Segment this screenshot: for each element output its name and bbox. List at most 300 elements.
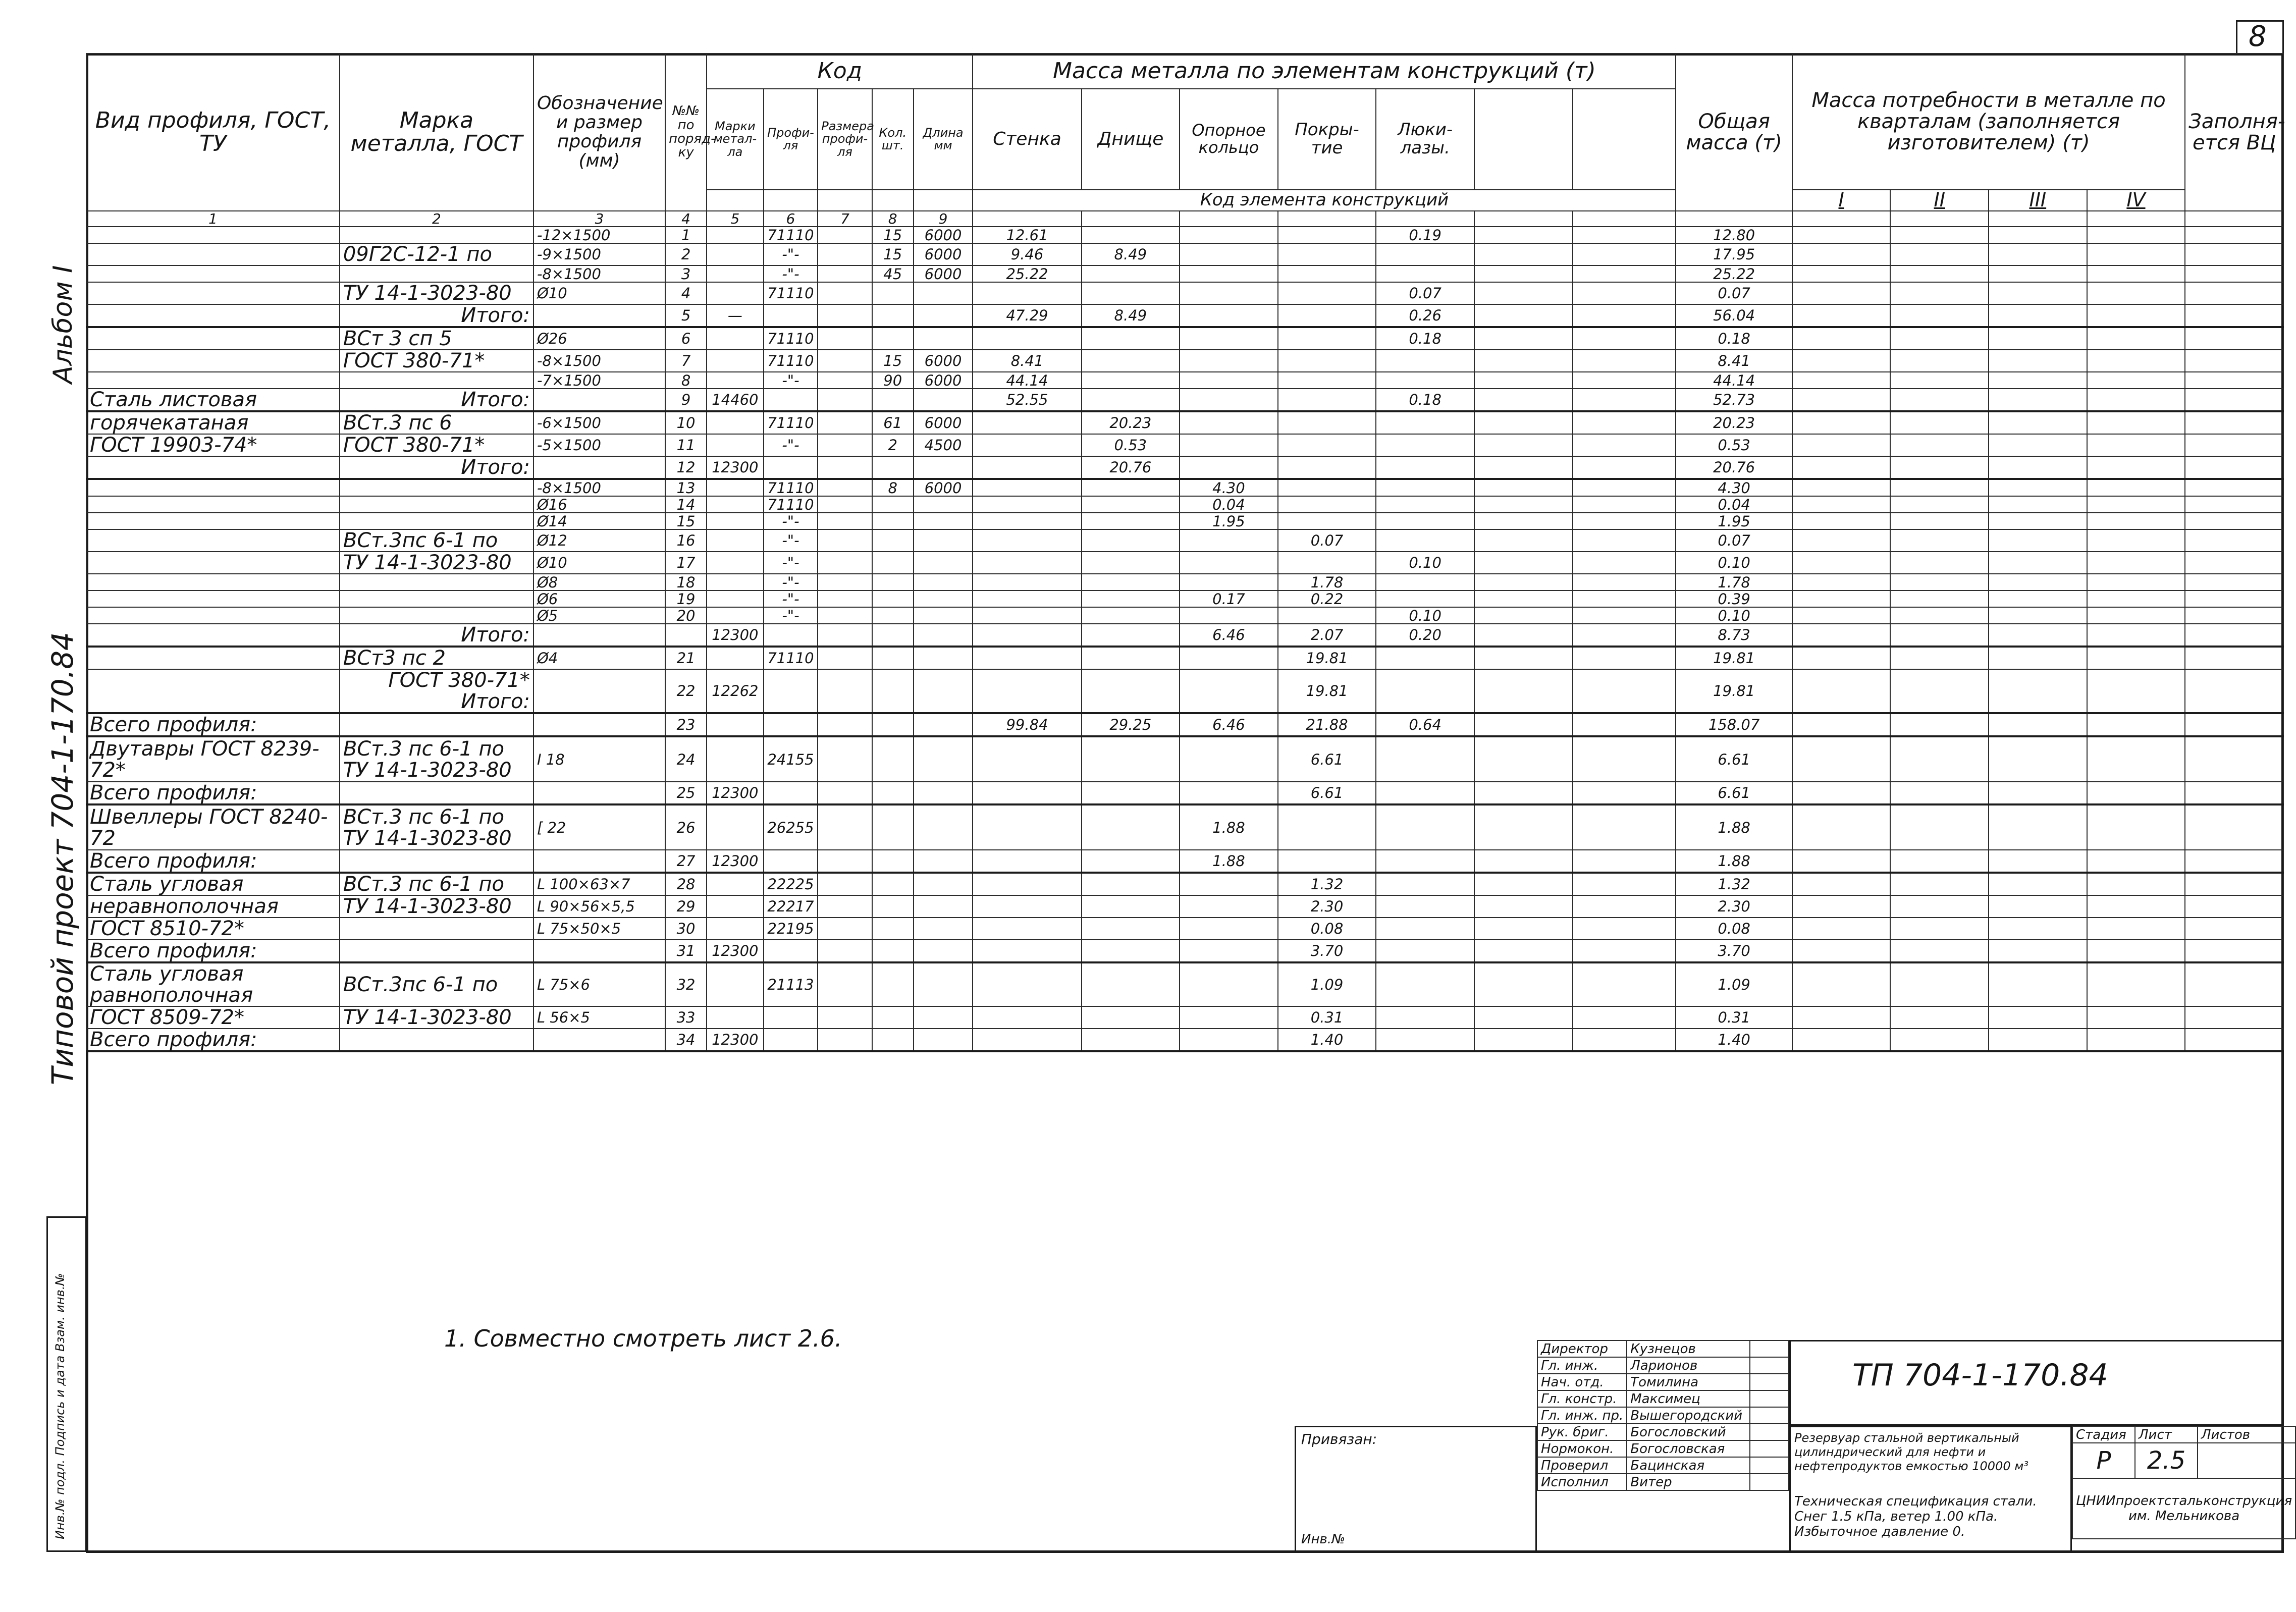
cell-dl: 6000 [914, 411, 973, 434]
cell-nn: 20 [665, 607, 707, 624]
signature-role: Гл. инж. пр. [1537, 1407, 1627, 1424]
cell-dl [914, 918, 973, 940]
signature-row [1537, 1340, 1789, 1357]
q4: IV [2087, 190, 2185, 211]
cell-dl: 6000 [914, 479, 973, 496]
cell-st [973, 513, 1081, 529]
cell-marka [340, 1029, 533, 1051]
cell-tot: 44.14 [1676, 372, 1792, 389]
cell-mm: 12300 [707, 456, 764, 479]
col-marki: Марки метал- ла [707, 89, 764, 190]
cell-kol [872, 1029, 914, 1051]
cell-op [1180, 918, 1278, 940]
list-value: 2.5 [2135, 1443, 2198, 1478]
cell-kr [818, 304, 872, 327]
signatures-table [1537, 1340, 1789, 1491]
cell-marka [340, 918, 533, 940]
cell-vid [86, 669, 340, 713]
cell-vid [86, 479, 340, 496]
q1: I [1792, 190, 1891, 211]
cell-nn: 1 [665, 227, 707, 243]
signature-role: Гл. констр. [1537, 1390, 1627, 1407]
cell-kr [818, 782, 872, 804]
cell-vid [86, 327, 340, 350]
cell-tot: 19.81 [1676, 669, 1792, 713]
cell-st [973, 736, 1081, 782]
cell-dn [1082, 227, 1180, 243]
col-obschaya: Общая масса (т) [1676, 53, 1792, 211]
cell-oboz [533, 389, 665, 411]
cell-mm: 12262 [707, 669, 764, 713]
cell-vid [86, 624, 340, 647]
cell-tot: 1.88 [1676, 850, 1792, 873]
cell-tot: 0.53 [1676, 434, 1792, 456]
cell-st [973, 782, 1081, 804]
cell-st: 47.29 [973, 304, 1081, 327]
cell-kp: 26255 [764, 804, 818, 850]
cell-ly: 0.10 [1376, 552, 1474, 574]
cell-tot: 0.18 [1676, 327, 1792, 350]
cell-marka [340, 265, 533, 282]
cell-dl: 6000 [914, 350, 973, 372]
cell-oboz: Ø5 [533, 607, 665, 624]
cell-kol [872, 962, 914, 1006]
cell-kol [872, 895, 914, 918]
cell-op [1180, 736, 1278, 782]
signature-mark [1750, 1424, 1789, 1440]
project-code: ТП 704-1-170.84 [1852, 1358, 2108, 1393]
cell-oboz: Ø12 [533, 529, 665, 552]
cell-op [1180, 304, 1278, 327]
cell-oboz: -5×1500 [533, 434, 665, 456]
cell-kol [872, 940, 914, 962]
table-row [86, 736, 2283, 782]
cell-tot: 8.73 [1676, 624, 1792, 647]
cell-tot: 0.04 [1676, 496, 1792, 513]
cell-pk: 0.22 [1278, 590, 1376, 607]
cell-ly [1376, 434, 1474, 456]
cell-oboz [533, 669, 665, 713]
cell-kol: 15 [872, 227, 914, 243]
cell-oboz: L 75×6 [533, 962, 665, 1006]
cell-ly [1376, 850, 1474, 873]
signature-name: Богословский [1627, 1424, 1750, 1440]
cell-dn [1082, 607, 1180, 624]
cell-dl [914, 804, 973, 850]
num-7: 7 [818, 211, 872, 227]
cell-mm [707, 873, 764, 895]
cell-oboz: -7×1500 [533, 372, 665, 389]
num-2: 2 [340, 211, 533, 227]
cell-nn: 22 [665, 669, 707, 713]
cell-st [973, 624, 1081, 647]
cell-marka: ВСт 3 сп 5 [340, 327, 533, 350]
cell-vid: горячекатаная [86, 411, 340, 434]
cell-marka: Итого: [340, 389, 533, 411]
cell-nn: 28 [665, 873, 707, 895]
cell-dl [914, 282, 973, 304]
album-label: Альбом I [48, 265, 78, 384]
cell-nn: 9 [665, 389, 707, 411]
cell-pk: 2.30 [1278, 895, 1376, 918]
table-row [86, 918, 2283, 940]
cell-oboz [533, 456, 665, 479]
col-pokrytie: Покры- тие [1278, 89, 1376, 190]
cell-kr [818, 282, 872, 304]
cell-mm: 12300 [707, 782, 764, 804]
cell-nn: 5 [665, 304, 707, 327]
cell-vid [86, 607, 340, 624]
cell-op [1180, 434, 1278, 456]
cell-nn: 7 [665, 350, 707, 372]
cell-op [1180, 940, 1278, 962]
cell-pk: 2.07 [1278, 624, 1376, 647]
cell-marka: ТУ 14-1-3023-80 [340, 552, 533, 574]
signature-role: Гл. инж. [1537, 1357, 1627, 1374]
cell-op: 1.88 [1180, 850, 1278, 873]
cell-dn: 20.23 [1082, 411, 1180, 434]
cell-tot: 8.41 [1676, 350, 1792, 372]
cell-tot: 1.78 [1676, 574, 1792, 590]
cell-tot: 1.40 [1676, 1029, 1792, 1051]
table-row [86, 647, 2283, 669]
cell-kol [872, 327, 914, 350]
cell-ly [1376, 479, 1474, 496]
cell-nn: 23 [665, 713, 707, 736]
cell-dn [1082, 782, 1180, 804]
inv-label: Инв.№ [1301, 1532, 1346, 1547]
cell-nn: 3 [665, 265, 707, 282]
cell-nn: 25 [665, 782, 707, 804]
cell-ly [1376, 1029, 1474, 1051]
cell-mm [707, 552, 764, 574]
cell-vid: Сталь угловая равнополочная [86, 962, 340, 1006]
cell-kol: 90 [872, 372, 914, 389]
cell-mm [707, 713, 764, 736]
cell-kol [872, 782, 914, 804]
cell-nn [665, 624, 707, 647]
cell-pk: 0.08 [1278, 918, 1376, 940]
project-label: Типовой проект 704-1-170.84 [45, 632, 80, 1085]
cell-ly [1376, 372, 1474, 389]
cell-op [1180, 389, 1278, 411]
cell-dl [914, 1006, 973, 1029]
spec-body [86, 227, 2283, 1051]
cell-st [973, 895, 1081, 918]
cell-pk: 6.61 [1278, 736, 1376, 782]
cell-oboz: Ø14 [533, 513, 665, 529]
cell-dl [914, 895, 973, 918]
cell-dn [1082, 736, 1180, 782]
cell-kol [872, 804, 914, 850]
cell-kr [818, 350, 872, 372]
cell-tot: 25.22 [1676, 265, 1792, 282]
cell-ly [1376, 456, 1474, 479]
cell-dn [1082, 513, 1180, 529]
cell-dl: 6000 [914, 265, 973, 282]
signature-mark [1750, 1374, 1789, 1390]
cell-op [1180, 669, 1278, 713]
cell-ly [1376, 895, 1474, 918]
cell-kr [818, 496, 872, 513]
cell-vid [86, 304, 340, 327]
col-razmera: Размера профи- ля [818, 89, 872, 190]
num-4: 4 [665, 211, 707, 227]
cell-op [1180, 647, 1278, 669]
cell-kol [872, 669, 914, 713]
cell-st: 12.61 [973, 227, 1081, 243]
cell-dn [1082, 496, 1180, 513]
cell-vid: Сталь угловая [86, 873, 340, 895]
cell-dl [914, 496, 973, 513]
cell-dn [1082, 529, 1180, 552]
table-row [86, 782, 2283, 804]
cell-kr [818, 940, 872, 962]
cell-kr [818, 456, 872, 479]
cell-ly [1376, 736, 1474, 782]
signature-row [1537, 1457, 1789, 1474]
cell-dn [1082, 1006, 1180, 1029]
cell-st [973, 804, 1081, 850]
cell-pk: 0.31 [1278, 1006, 1376, 1029]
cell-pk [1278, 434, 1376, 456]
cell-oboz: Ø10 [533, 552, 665, 574]
cell-marka [340, 227, 533, 243]
col-stenka: Стенка [973, 89, 1081, 190]
col-oboz: Обозначение и размер профиля (мм) [533, 53, 665, 211]
cell-kol [872, 590, 914, 607]
num-8: 8 [872, 211, 914, 227]
cell-nn: 2 [665, 243, 707, 265]
cell-kol: 2 [872, 434, 914, 456]
cell-mm [707, 804, 764, 850]
cell-dn: 0.53 [1082, 434, 1180, 456]
cell-tot: 6.61 [1676, 736, 1792, 782]
cell-ly [1376, 962, 1474, 1006]
cell-vid [86, 513, 340, 529]
cell-nn: 15 [665, 513, 707, 529]
cell-pk [1278, 350, 1376, 372]
cell-kol [872, 496, 914, 513]
side-stamp-text: Инв.№ подл. Подпись и дата Взам. инв.№ [53, 1273, 67, 1539]
cell-kr [818, 243, 872, 265]
col-profilya: Профи- ля [764, 89, 818, 190]
cell-kr [818, 713, 872, 736]
cell-dn [1082, 1029, 1180, 1051]
cell-kp: 22225 [764, 873, 818, 895]
cell-kp [764, 850, 818, 873]
cell-dl [914, 647, 973, 669]
signature-name: Вышегородский [1627, 1407, 1750, 1424]
cell-pk [1278, 804, 1376, 850]
cell-vid: неравнополочная [86, 895, 340, 918]
cell-oboz: L 100×63×7 [533, 873, 665, 895]
cell-nn: 31 [665, 940, 707, 962]
cell-marka: ТУ 14-1-3023-80 [340, 282, 533, 304]
cell-ly: 0.18 [1376, 327, 1474, 350]
cell-kp: 71110 [764, 350, 818, 372]
cell-kol: 45 [872, 265, 914, 282]
cell-kp [764, 304, 818, 327]
cell-kr [818, 804, 872, 850]
cell-ly [1376, 411, 1474, 434]
cell-dl [914, 574, 973, 590]
cell-dl [914, 456, 973, 479]
cell-nn: 10 [665, 411, 707, 434]
table-row [86, 962, 2283, 1006]
cell-pk [1278, 265, 1376, 282]
cell-st [973, 850, 1081, 873]
cell-op [1180, 327, 1278, 350]
cell-op [1180, 873, 1278, 895]
cell-dl [914, 713, 973, 736]
cell-kol [872, 304, 914, 327]
cell-mm: — [707, 304, 764, 327]
cell-marka [340, 590, 533, 607]
table-row [86, 513, 2283, 529]
cell-op: 0.17 [1180, 590, 1278, 607]
cell-marka [340, 574, 533, 590]
cell-st [973, 940, 1081, 962]
cell-kr [818, 372, 872, 389]
cell-marka: ВСт.3пс 6-1 по [340, 529, 533, 552]
cell-marka: ТУ 14-1-3023-80 [340, 1006, 533, 1029]
table-row [86, 389, 2283, 411]
cell-mm [707, 529, 764, 552]
cell-op [1180, 782, 1278, 804]
cell-tot: 0.08 [1676, 918, 1792, 940]
cell-ly [1376, 782, 1474, 804]
cell-vid [86, 372, 340, 389]
cell-dl: 4500 [914, 434, 973, 456]
cell-kr [818, 411, 872, 434]
cell-dn [1082, 669, 1180, 713]
cell-marka: ВСт.3 пс 6-1 по [340, 873, 533, 895]
cell-vid: Всего профиля: [86, 850, 340, 873]
cell-pk: 1.09 [1278, 962, 1376, 1006]
cell-vid [86, 529, 340, 552]
cell-kr [818, 389, 872, 411]
cell-dl: 6000 [914, 243, 973, 265]
cell-nn: 12 [665, 456, 707, 479]
cell-st [973, 1029, 1081, 1051]
cell-kol [872, 574, 914, 590]
q2: II [1890, 190, 1989, 211]
cell-kp [764, 669, 818, 713]
table-row [86, 350, 2283, 372]
cell-marka: ВСт.3 пс 6-1 по ТУ 14-1-3023-80 [340, 736, 533, 782]
cell-st [973, 411, 1081, 434]
cell-tot: 12.80 [1676, 227, 1792, 243]
cell-st [973, 669, 1081, 713]
cell-oboz: L 75×50×5 [533, 918, 665, 940]
cell-op [1180, 607, 1278, 624]
cell-nn: 24 [665, 736, 707, 782]
cell-mm [707, 282, 764, 304]
cell-st: 25.22 [973, 265, 1081, 282]
cell-nn: 14 [665, 496, 707, 513]
table-row [86, 552, 2283, 574]
cell-dn: 29.25 [1082, 713, 1180, 736]
cell-dl [914, 940, 973, 962]
cell-kp: -"- [764, 434, 818, 456]
cell-kr [818, 434, 872, 456]
cell-kol [872, 456, 914, 479]
cell-kr [818, 736, 872, 782]
cell-kr [818, 479, 872, 496]
massa-title: Масса металла по элементам конструкций (т) [973, 53, 1676, 89]
cell-mm [707, 574, 764, 590]
cell-kol [872, 873, 914, 895]
cell-vid: ГОСТ 8509-72* [86, 1006, 340, 1029]
table-row [86, 434, 2283, 456]
cell-vid: Всего профиля: [86, 940, 340, 962]
cell-dn [1082, 372, 1180, 389]
cell-oboz: L 90×56×5,5 [533, 895, 665, 918]
cell-vid: Сталь листовая [86, 389, 340, 411]
cell-op [1180, 265, 1278, 282]
cell-oboz: Ø6 [533, 590, 665, 607]
cell-dn [1082, 918, 1180, 940]
cell-marka: Итого: [340, 304, 533, 327]
cell-ly [1376, 590, 1474, 607]
cell-dn [1082, 327, 1180, 350]
cell-mm [707, 607, 764, 624]
cell-dn [1082, 647, 1180, 669]
cell-dl [914, 389, 973, 411]
cell-nn: 30 [665, 918, 707, 940]
col-zapoln: Заполня- ется ВЦ [2185, 53, 2283, 211]
cell-oboz: -8×1500 [533, 479, 665, 496]
table-row [86, 529, 2283, 552]
cell-op [1180, 282, 1278, 304]
cell-dn [1082, 804, 1180, 850]
cell-kp [764, 1029, 818, 1051]
stadiya-label: Стадия [2072, 1426, 2135, 1443]
cell-mm [707, 434, 764, 456]
cell-nn: 19 [665, 590, 707, 607]
cell-ly [1376, 496, 1474, 513]
note: 1. Совместно смотреть лист 2.6. [444, 1325, 842, 1352]
cell-kr [818, 529, 872, 552]
cell-dn: 8.49 [1082, 243, 1180, 265]
cell-dn [1082, 624, 1180, 647]
cell-dn [1082, 552, 1180, 574]
cell-pk: 1.40 [1278, 1029, 1376, 1051]
signature-row [1537, 1407, 1789, 1424]
cell-dl [914, 590, 973, 607]
cell-marka: ВСт.3пс 6-1 по [340, 962, 533, 1006]
cell-mm [707, 243, 764, 265]
cell-tot: 52.73 [1676, 389, 1792, 411]
cell-kr [818, 962, 872, 1006]
cell-ly: 0.18 [1376, 389, 1474, 411]
cell-marka: Итого: [340, 456, 533, 479]
cell-pk [1278, 243, 1376, 265]
signature-name: Ларионов [1627, 1357, 1750, 1374]
signature-mark [1750, 1390, 1789, 1407]
cell-mm [707, 327, 764, 350]
cell-mm [707, 479, 764, 496]
cell-tot: 2.30 [1676, 895, 1792, 918]
cell-oboz [533, 782, 665, 804]
cell-st: 99.84 [973, 713, 1081, 736]
table-row [86, 873, 2283, 895]
cell-dl [914, 304, 973, 327]
cell-pk: 1.78 [1278, 574, 1376, 590]
cell-vid: Двутавры ГОСТ 8239-72* [86, 736, 340, 782]
table-row [86, 304, 2283, 327]
